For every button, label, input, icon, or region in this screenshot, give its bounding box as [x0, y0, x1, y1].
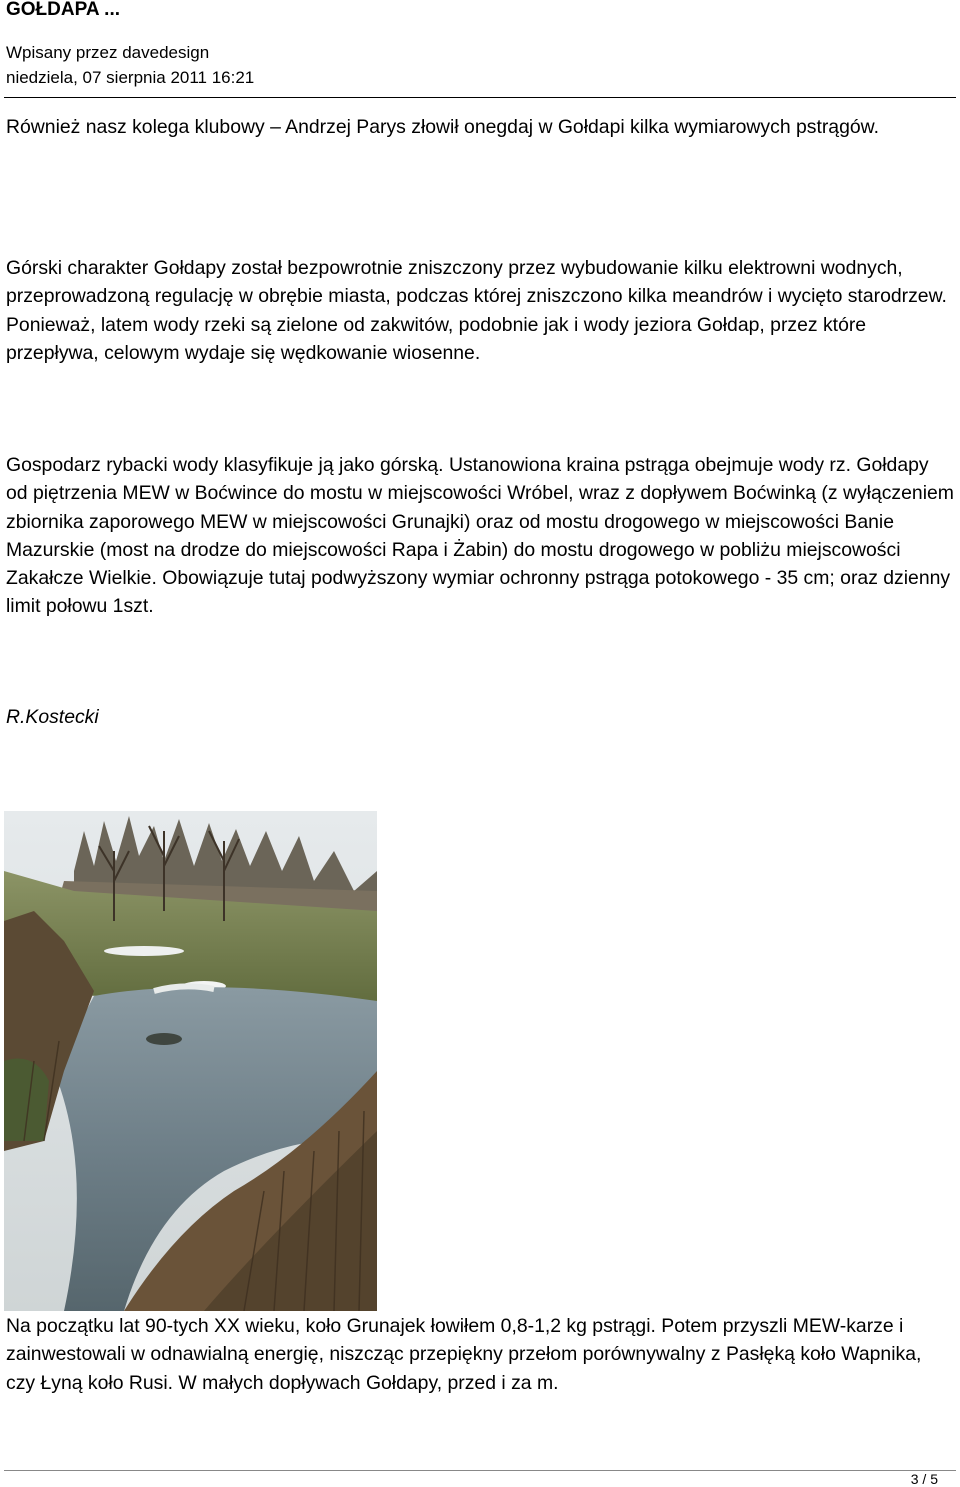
paragraph-1: Również nasz kolega klubowy – Andrzej Parys złowił onegdaj w Gołdapi kilka wymiarowych pstrągów.: [6, 116, 879, 138]
paragraph-2: Górski charakter Gołdapy został bezpowrotnie zniszczony przez wybudowanie kilku elektrowni wodnych, przeprowadzoną regulację w obrębie miasta, podczas której zniszczono kilka meandrów i wycięto starodrzew. Ponieważ, latem wody rzeki są zielone od zakwitów, podobnie jak i wody jeziora Gołdap, przez które przepływa, celowym wydaje się wędkowanie wiosenne.: [6, 257, 947, 364]
article-title: GOŁDAPA ...: [6, 0, 120, 20]
author-signature: R.Kostecki: [6, 706, 99, 728]
article-author: Wpisany przez davedesign: [6, 43, 210, 62]
header-divider: [4, 97, 956, 98]
river-photo: [4, 811, 377, 1311]
page-indicator: 3 / 5: [910, 1471, 938, 1487]
footer-divider: [4, 1470, 956, 1471]
paragraph-4: Na początku lat 90-tych XX wieku, koło Grunajek łowiłem 0,8-1,2 kg pstrągi. Potem przyszli MEW-karze i zainwestowali w odnawialną energię, niszcząc przepiękny przełom porównywalny z Pasłęką koło Wapnika, czy Łyną koło Rusi. W małych dopływach Gołdapy, przed i za m.: [6, 1315, 922, 1394]
article-date: niedziela, 07 sierpnia 2011 16:21: [6, 68, 255, 87]
paragraph-3: Gospodarz rybacki wody klasyfikuje ją jako górską. Ustanowiona kraina pstrąga obejmuje wody rz. Gołdapy od piętrzenia MEW w Boćwince do mostu w miejscowości Wróbel, wraz z dopływem Boćwinką (z wyłączeniem zbiornika zaporowego MEW w miejscowości Grunajki) oraz od mostu drogowego w miejscowości Banie Mazurskie (most na drodze do miejscowości Rapa i Żabin) do mostu drogowego w pobliżu miejscowości Zakałcze Wielkie. Obowiązuje tutaj podwyższony wymiar ochronny pstrąga potokowego - 35 cm; oraz dzienny limit połowu 1szt.: [6, 454, 954, 618]
